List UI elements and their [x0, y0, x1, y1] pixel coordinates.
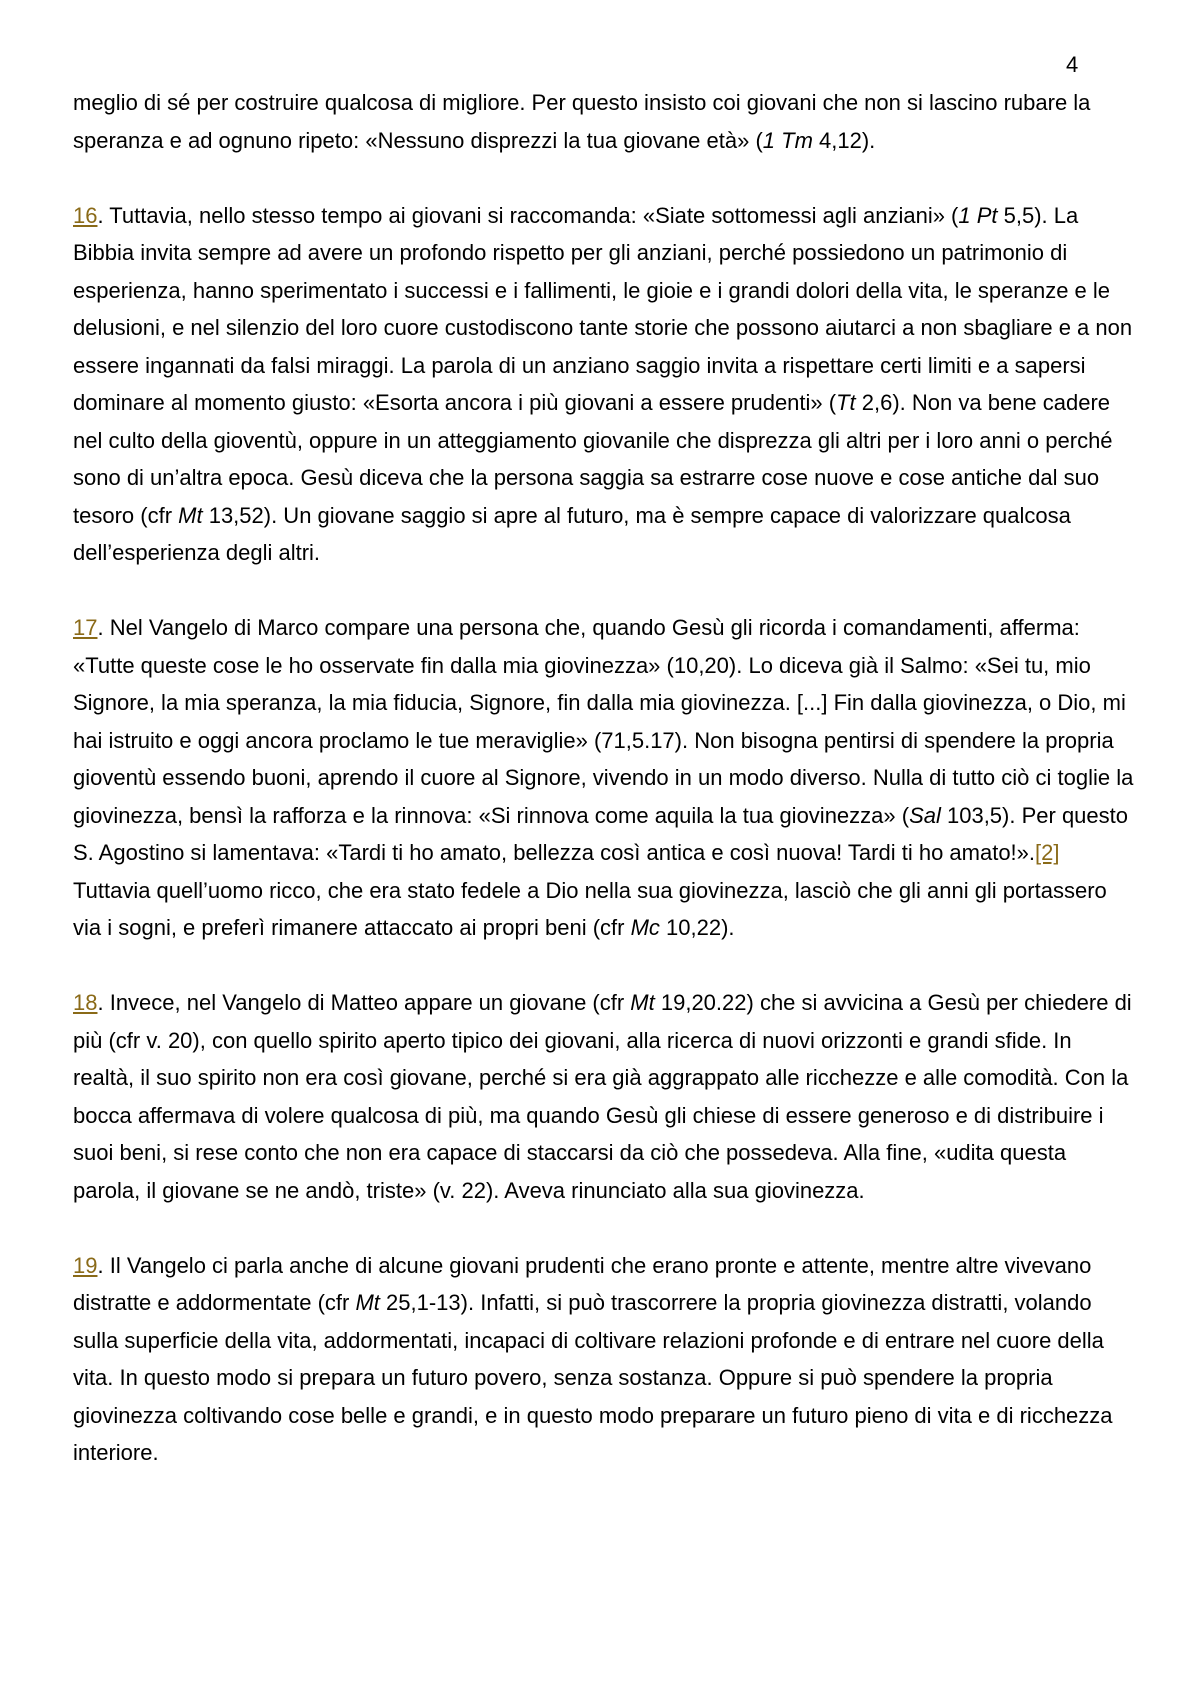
scripture-reference: Mt: [355, 1290, 380, 1315]
paragraph-text: 103,5). Per questo S. Agostino si lamentava: «Tardi ti ho amato, bellezza così antica e così nuova! Tardi ti ho amato!».: [73, 802, 1128, 865]
paragraph-18: [73, 984, 1137, 1209]
paragraph-continued: [73, 84, 1137, 159]
paragraph-text: . Il Vangelo ci parla anche di alcune giovani prudenti che erano pronte e attente, mentre altre vivevano distratte e addormentate (cfr: [73, 1252, 1092, 1315]
paragraph-text: Tuttavia quell’uomo ricco, che era stato fedele a Dio nella sua giovinezza, lasciò che gli anni gli portassero via i sogni, e preferì rimanere attaccato ai propri beni (cfr: [73, 877, 1107, 940]
paragraph-text: 5,5). La Bibbia invita sempre ad avere un profondo rispetto per gli anziani, perché possiedono un patrimonio di esperienza, hanno sperimentato i successi e i fallimenti, le gioie e i grandi dolori della vita, le speranze e le delusioni, e nel silenzio del loro cuore custodiscono tante storie che possono aiutarci a non sbagliare e a non essere ingannati da falsi miraggi. La parola di un anziano saggio invita a rispettare certi limiti e a sapersi dominare al momento giusto: «Esorta ancora i più giovani a essere prudenti» (: [73, 202, 1133, 415]
paragraph-text: meglio di sé per costruire qualcosa di migliore. Per questo insisto coi giovani che non si lascino rubare la speranza e ad ognuno ripeto: «Nessuno disprezzi la tua giovane età» (: [73, 90, 1091, 153]
paragraph-number-link[interactable]: 18: [73, 990, 98, 1015]
paragraph-text: 2,6). Non va bene cadere nel culto della gioventù, oppure in un atteggiamento giovanile che disprezza gli altri per i loro anni o perché sono di un’altra epoca. Gesù diceva che la persona saggia sa estrarre cose nuove e cose antiche dal suo tesoro (cfr: [73, 390, 1113, 528]
scripture-reference: Mt: [178, 502, 203, 528]
paragraph-text: 13,52). Un giovane saggio si apre al futuro, ma è sempre capace di valorizzare qualcosa dell’esperienza degli altri.: [73, 502, 1071, 565]
paragraph-text: 25,1-13). Infatti, si può trascorrere la propria giovinezza distratti, volando sulla superficie della vita, addormentati, incapaci di coltivare relazioni profonde e di entrare nel cuore della vita. In questo modo si prepara un futuro povero, senza sostanza. Oppure si può spendere la propria giovinezza coltivando cose belle e grandi, e in questo modo preparare un futuro pieno di vita e di ricchezza interiore.: [73, 1290, 1113, 1465]
scripture-reference: Sal: [909, 802, 941, 828]
paragraph-number-link[interactable]: 17: [73, 615, 98, 640]
footnote-link[interactable]: [2]: [1035, 840, 1060, 865]
paragraph-text: . Tuttavia, nello stesso tempo ai giovani si raccomanda: «Siate sottomessi agli anziani» (: [97, 202, 959, 228]
paragraph-text: . Nel Vangelo di Marco compare una persona che, quando Gesù gli ricorda i comandamenti, afferma: «Tutte queste cose le ho osservate fin dalla mia giovinezza» (10,20). Lo diceva già il Salmo: «Sei tu, mio Signore, la mia speranza, la mia fiducia, Signore, fin dalla mia giovinezza. [...] Fin dalla giovinezza, o Dio, mi hai istruito e oggi ancora proclamo le tue meraviglie» (71,5.17). Non bisogna pentirsi di spendere la propria gioventù essendo buoni, aprendo il cuore al Signore, vivendo in un modo diverso. Nulla di tutto ciò ci toglie la giovinezza, bensì la rafforza e la rinnova: «Si rinnova come aquila la tua giovinezza» (: [73, 615, 1134, 828]
paragraph-text: 4,12).: [812, 127, 876, 153]
paragraph-text: 19,20.22) che si avvicina a Gesù per chiedere di più (cfr v. 20), con quello spirito aperto tipico dei giovani, alla ricerca di nuovi orizzonti e grandi sfide. In realtà, il suo spirito non era così giovane, perché si era già aggrappato alle ricchezze e alle comodità. Con la bocca affermava di volere qualcosa di più, ma quando Gesù gli chiese di essere generoso e di distribuire i suoi beni, si rese conto che non era capace di staccarsi da ciò che possedeva. Alla fine, «udita questa parola, il giovane se ne andò, triste» (v. 22). Aveva rinunciato alla sua giovinezza.: [73, 990, 1132, 1203]
scripture-reference: Tt: [836, 390, 856, 415]
paragraph-number-link[interactable]: 16: [73, 202, 98, 228]
document-body: [73, 84, 1137, 1509]
scripture-reference: Mc: [630, 915, 660, 940]
paragraph-number-link[interactable]: 19: [73, 1252, 98, 1278]
scripture-reference: 1 Tm: [762, 127, 813, 153]
paragraph-16: [73, 197, 1137, 572]
page-number: 4: [1066, 52, 1079, 77]
paragraph-17: [73, 609, 1137, 947]
paragraph-text: 10,22).: [659, 915, 735, 940]
paragraph-text: . Invece, nel Vangelo di Matteo appare un giovane (cfr: [97, 990, 631, 1015]
paragraph-19: [73, 1247, 1137, 1472]
scripture-reference: Mt: [630, 990, 655, 1015]
scripture-reference: 1 Pt: [958, 202, 998, 228]
